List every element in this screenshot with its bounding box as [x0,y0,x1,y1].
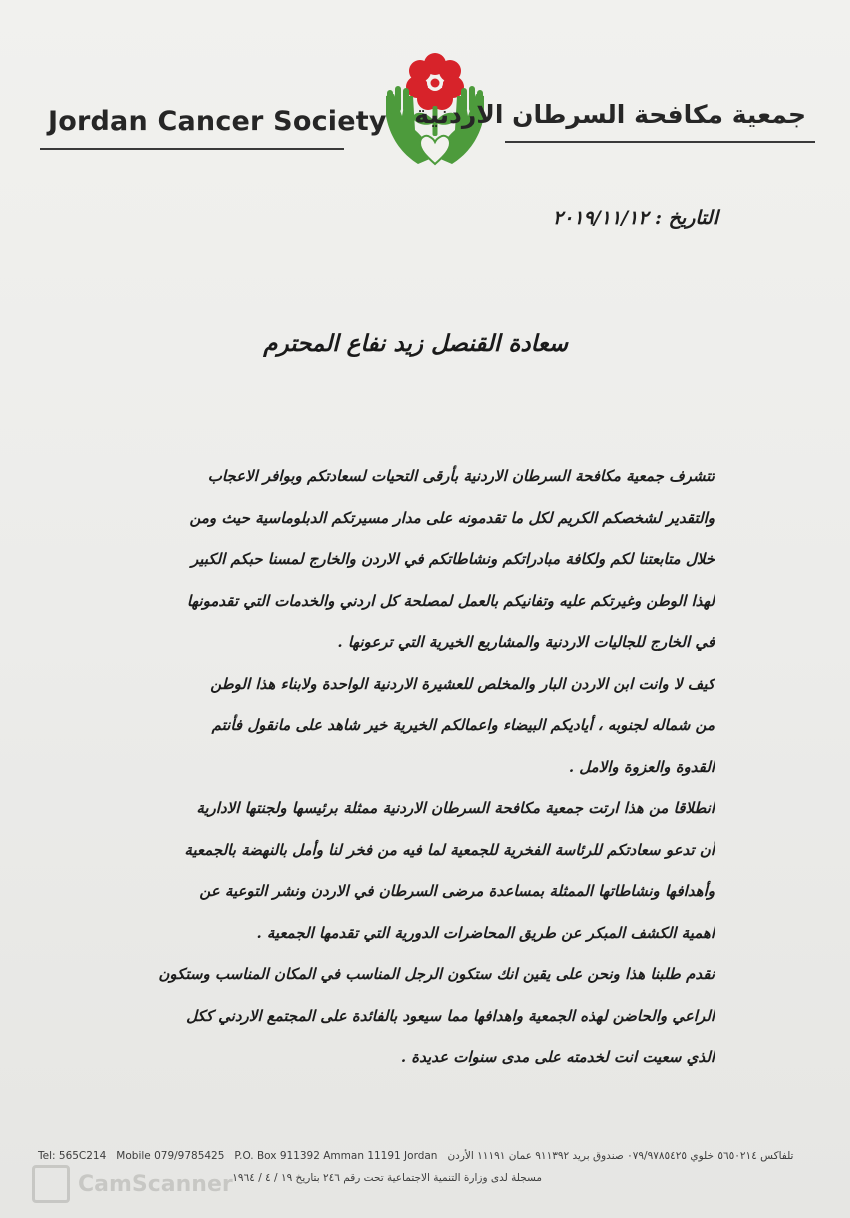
body-line: نقدم طلبنا هذا ونحن على يقين انك ستكون الرجل المناسب في المكان المناسب وستكون [158,965,715,983]
watermark-text: CamScanner [78,1171,233,1197]
footer-pobox: P.O. Box 911392 Amman 11191 Jordan [234,1150,438,1162]
body-line: أن تدعو سعادتكم للرئاسة الفخرية للجمعية لما فيه من فخر لنا وأمل بالنهضة بالجمعية [184,840,715,859]
body-line: في الخارج للجاليات الاردنية والمشاريع الخيرية التي ترعونها . [337,633,715,651]
body-line: تتشرف جمعية مكافحة السرطان الاردنية بأرقى التحيات لسعادتكم وبوافر الاعجاب [207,467,715,485]
org-name-english: Jordan Cancer Society [48,106,387,137]
body-line: انطلاقا من هذا ارتت جمعية مكافحة السرطان الاردنية ممثلة برئيسها ولجنتها الادارية [196,799,715,817]
footer-contact [38,1150,820,1162]
scanner-icon [32,1165,70,1203]
body-line: الذي سعيت انت لخدمته على مدى سنوات عديدة . [400,1048,715,1066]
body-line: القدوة والعزوة والامل . [568,757,715,776]
body-line: لهذا الوطن وغيرتكم عليه وتفانيكم بالعمل لمصلحة كل اردني والخدمات التي تقدمونها [186,591,715,610]
letter-date: التاريخ : ٢٠١٩/١١/١٢ [552,207,718,229]
footer-registration: مسجلة لدى وزارة التنمية الاجتماعية تحت رقم ٢٤٦ بتاريخ ١٩ / ٤ / ١٩٦٤ [232,1172,542,1184]
camscanner-watermark [32,1164,262,1204]
body-line: كيف لا وانت ابن الاردن البار والمخلص للعشيرة الاردنية الواحدة ولابناء هذا الوطن [210,674,715,693]
header-rule-right [505,141,815,143]
letter-body [95,456,715,1079]
header-rule-left [40,148,344,150]
footer-tel: Tel: 565C214 [38,1150,107,1162]
body-line: وأهدافها ونشاطاتها الممثلة بمساعدة مرضى السرطان في الاردن ونشر التوعية عن [199,882,715,900]
body-line: الراعي والحاضن لهذه الجمعية واهدافها مما سيعود بالفائدة على المجتمع الاردني ككل [186,1006,715,1025]
footer-arabic-contact: تلفاكس ٥٦٥٠٢١٤ خلوي ٠٧٩/٩٧٨٥٤٢٥ صندوق بريد ٩١١٣٩٢ عمان ١١١٩١ الأردن [447,1150,794,1162]
body-line: والتقدير لشخصكم الكريم لكل ما تقدمونه على مدار مسيرتكم الدبلوماسية حيث ومن [189,508,715,527]
org-name-arabic: جمعية مكافحة السرطان الاردنية [414,100,806,129]
body-line: من شماله لجنوبه ، أياديكم البيضاء واعمالكم الخيرية خير شاهد على مانقول فأنتم [211,716,715,734]
footer-mobile: Mobile 079/9785425 [116,1150,225,1162]
body-line: خلال متابعتنا لكم ولكافة مبادراتكم ونشاطاتكم في الاردن والخارج لمسنا حبكم الكبير [190,550,715,568]
body-line: اهمية الكشف المبكر عن طريق المحاضرات الدورية التي تقدمها الجمعية . [256,923,715,942]
letter-salutation: سعادة القنصل زيد نفاع المحترم [263,330,568,357]
